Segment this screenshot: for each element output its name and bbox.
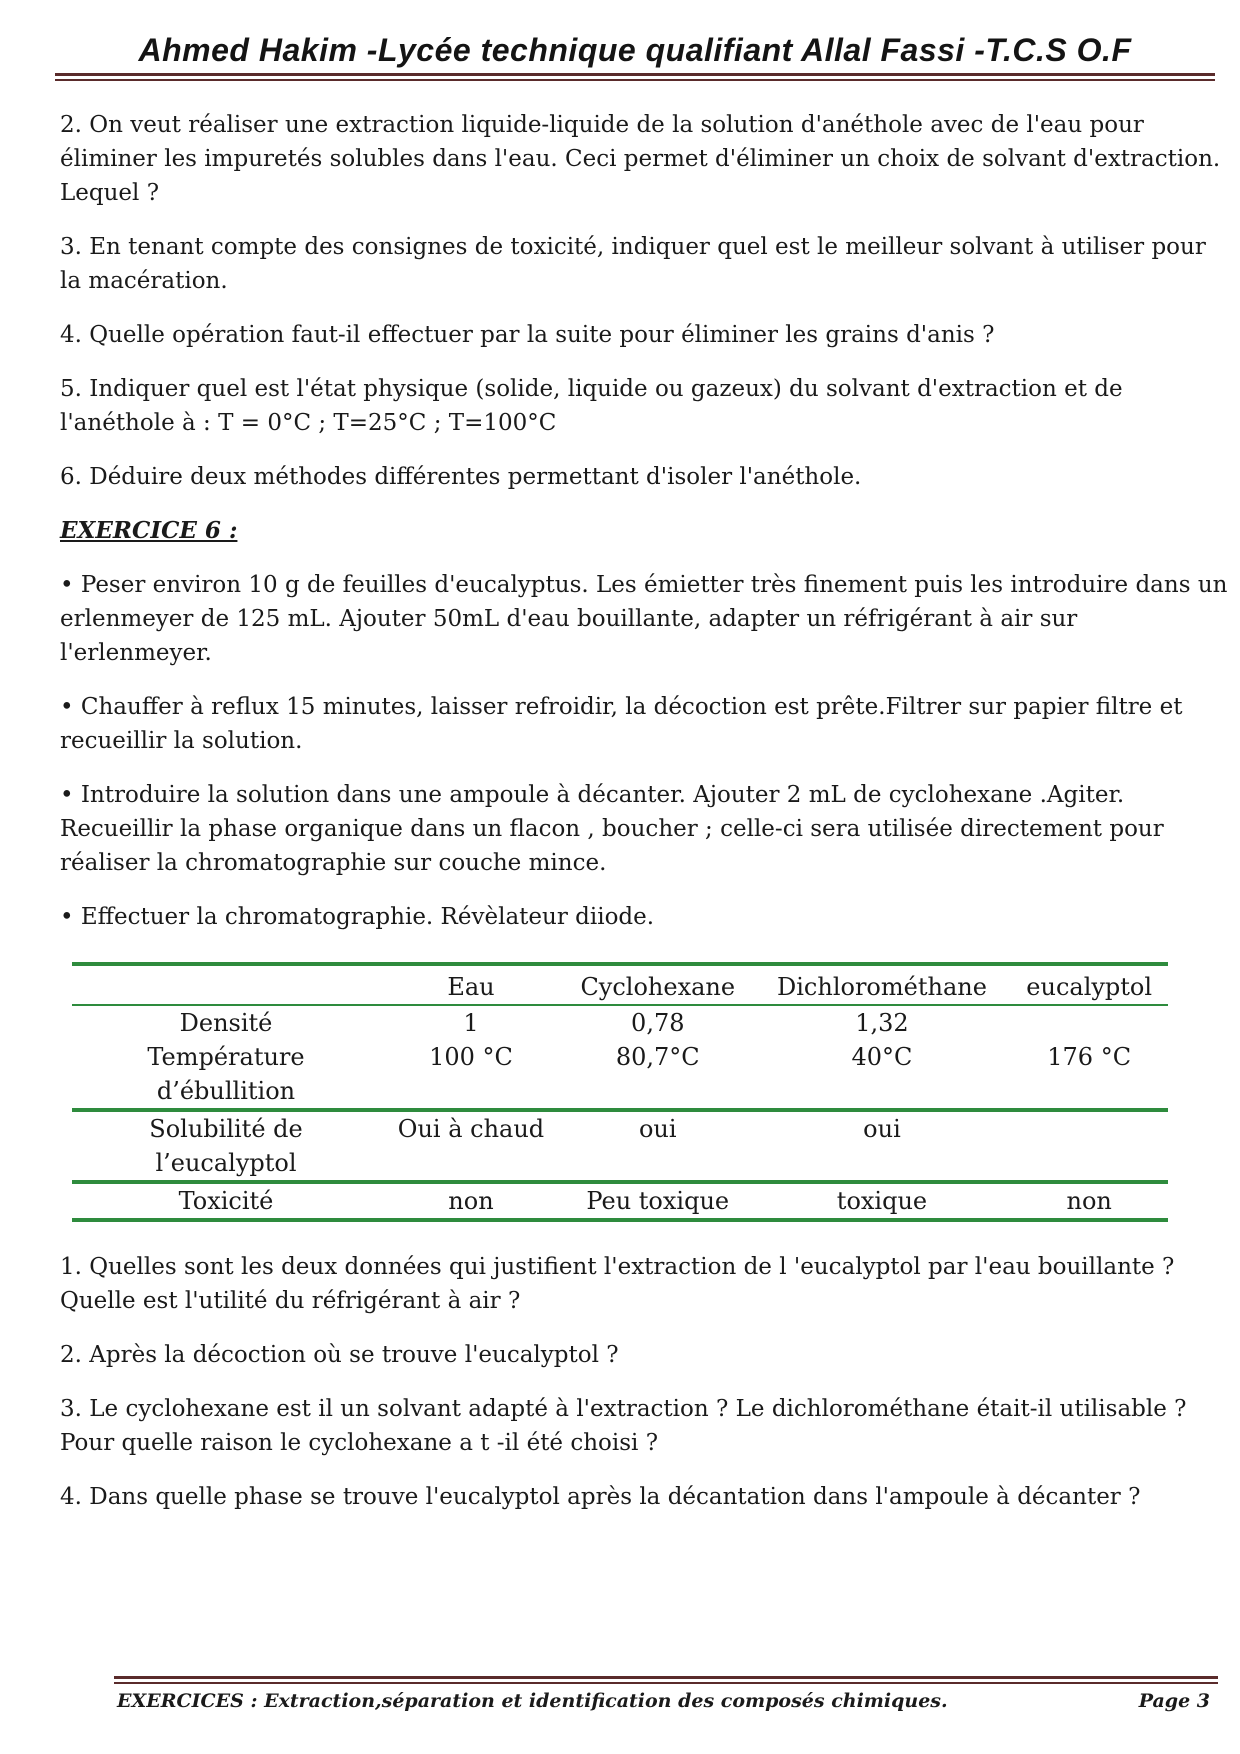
table-header-cell: Dichlorométhane xyxy=(754,964,1011,1005)
table-cell: 1 xyxy=(463,1009,479,1037)
row-label: Densité xyxy=(179,1009,273,1037)
table-cell: 80,7°C xyxy=(615,1043,700,1071)
question-3: 3. En tenant compte des consignes de toxicité, indiquer quel est le meilleur solvant à utiliser pour la macération. xyxy=(60,234,1206,294)
table-cell: 1,32 xyxy=(855,1009,909,1037)
procedure-step: • Effectuer la chromatographie. Révèlateur diiode. xyxy=(60,904,655,930)
exercise-question-2: 2. Après la décoction où se trouve l'eucalyptol ? xyxy=(60,1342,619,1368)
table-header-cell xyxy=(72,964,380,1005)
exercise-question-4: 4. Dans quelle phase se trouve l'eucalyptol après la décantation dans l'ampoule à décanter ? xyxy=(60,1484,1141,1510)
page-header-title: Ahmed Hakim -Lycée technique qualifiant Allal Fassi -T.C.S O.F xyxy=(138,32,1132,68)
properties-table xyxy=(72,962,1168,1222)
table-row xyxy=(72,1005,1168,1040)
table-cell: Peu toxique xyxy=(562,1182,754,1220)
table-cell: 100 °C xyxy=(429,1043,513,1071)
exercise-6-title: EXERCICE 6 : xyxy=(60,517,238,544)
procedure-step: • Chauffer à reflux 15 minutes, laisser refroidir, la décoction est prête.Filtrer sur papier filtre et recueillir la solution. xyxy=(60,694,1183,754)
table-row xyxy=(72,1110,1168,1182)
table-cell: toxique xyxy=(754,1182,1011,1220)
table-cell: 0,78 xyxy=(631,1009,685,1037)
table-cell: oui xyxy=(562,1110,754,1182)
table-header-cell: eucalyptol xyxy=(1010,964,1168,1005)
question-2: 2. On veut réaliser une extraction liquide-liquide de la solution d'anéthole avec de l'eau pour éliminer les impuretés solubles dans l'eau. Ceci permet d'éliminer un choix de solvant d'extraction. Lequel ? xyxy=(60,112,1221,206)
table-header-cell: Cyclohexane xyxy=(562,964,754,1005)
footer-rule xyxy=(114,1676,1218,1684)
exercise-question-3: 3. Le cyclohexane est il un solvant adapté à l'extraction ? Le dichlorométhane était-il utilisable ? Pour quelle raison le cyclohexane a t -il été choisi ? xyxy=(60,1396,1187,1456)
table-header-row xyxy=(72,964,1168,1005)
table-row xyxy=(72,1040,1168,1110)
row-label: Solubilité de l’eucalyptol xyxy=(72,1110,380,1182)
question-4: 4. Quelle opération faut-il effectuer par la suite pour éliminer les grains d'anis ? xyxy=(60,322,995,348)
table-cell: 40°C xyxy=(851,1043,913,1071)
document-body xyxy=(60,108,1230,1534)
row-label: Température d’ébullition xyxy=(147,1043,305,1105)
footer-title: EXERCICES : Extraction,séparation et identification des composés chimiques. xyxy=(117,1690,948,1712)
procedure-step: • Introduire la solution dans une ampoule à décanter. Ajouter 2 mL de cyclohexane .Agiter. Recueillir la phase organique dans un flacon , boucher ; celle-ci sera utilisée directement pour réaliser la chromatographie sur couche mince. xyxy=(60,782,1164,876)
table-cell xyxy=(1010,1005,1168,1040)
table-cell: oui xyxy=(754,1110,1011,1182)
header-rule xyxy=(55,73,1215,81)
exercise-question-1: 1. Quelles sont les deux données qui justifient l'extraction de l 'eucalyptol par l'eau bouillante ? Quelle est l'utilité du réfrigérant à air ? xyxy=(60,1254,1175,1314)
row-label: Toxicité xyxy=(72,1182,380,1220)
page-number: Page 3 xyxy=(1138,1690,1210,1712)
table-cell xyxy=(1010,1110,1168,1182)
table-cell: 176 °C xyxy=(1047,1043,1132,1071)
table-cell: non xyxy=(380,1182,562,1220)
table-header-cell: Eau xyxy=(380,964,562,1005)
question-5: 5. Indiquer quel est l'état physique (solide, liquide ou gazeux) du solvant d'extraction et de l'anéthole à : T = 0°C ; T=25°C ; T=100°C xyxy=(60,376,1123,436)
table-cell: non xyxy=(1010,1182,1168,1220)
question-6: 6. Déduire deux méthodes différentes permettant d'isoler l'anéthole. xyxy=(60,464,862,490)
table-row xyxy=(72,1182,1168,1220)
procedure-step: • Peser environ 10 g de feuilles d'eucalyptus. Les émietter très finement puis les introduire dans un erlenmeyer de 125 mL. Ajouter 50mL d'eau bouillante, adapter un réfrigérant à air sur l'erlenmeyer. xyxy=(60,572,1228,666)
table-cell: Oui à chaud xyxy=(380,1110,562,1182)
